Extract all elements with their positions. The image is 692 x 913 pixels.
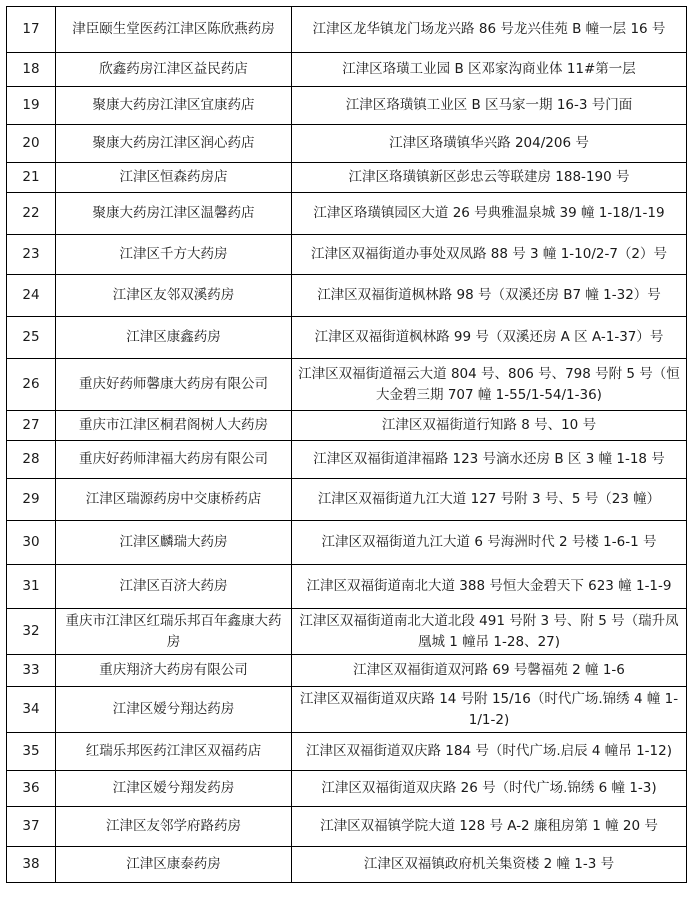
- table-row: [7, 7, 687, 53]
- row-number: 18: [7, 53, 56, 87]
- pharmacy-address: 江津区双福街道津福路 123 号滴水还房 B 区 3 幢 1-18 号: [292, 441, 687, 479]
- pharmacy-name: 津臣颐生堂医药江津区陈欣燕药房: [56, 7, 292, 53]
- row-number: 20: [7, 125, 56, 163]
- row-number: 23: [7, 235, 56, 275]
- pharmacy-address: 江津区双福镇政府机关集资楼 2 幢 1-3 号: [292, 847, 687, 883]
- table-row: [7, 235, 687, 275]
- pharmacy-name: 聚康大药房江津区温馨药店: [56, 193, 292, 235]
- row-number: 26: [7, 359, 56, 411]
- pharmacy-name: 聚康大药房江津区宜康药店: [56, 87, 292, 125]
- pharmacy-name: 江津区麟瑞大药房: [56, 521, 292, 565]
- pharmacy-name: 重庆翔济大药房有限公司: [56, 655, 292, 687]
- row-number: 34: [7, 687, 56, 733]
- row-number: 27: [7, 411, 56, 441]
- row-number: 37: [7, 807, 56, 847]
- row-number: 32: [7, 609, 56, 655]
- table-row: [7, 479, 687, 521]
- row-number: 33: [7, 655, 56, 687]
- pharmacy-address: 江津区双福街道办事处双凤路 88 号 3 幢 1-10/2-7（2）号: [292, 235, 687, 275]
- pharmacy-name: 江津区友邻学府路药房: [56, 807, 292, 847]
- table-row: [7, 771, 687, 807]
- table-row: [7, 163, 687, 193]
- pharmacy-name: 江津区友邻双溪药房: [56, 275, 292, 317]
- table-row: [7, 565, 687, 609]
- pharmacy-name: 重庆好药师馨康大药房有限公司: [56, 359, 292, 411]
- row-number: 38: [7, 847, 56, 883]
- table-row: [7, 441, 687, 479]
- pharmacy-address: 江津区双福镇学院大道 128 号 A-2 廉租房第 1 幢 20 号: [292, 807, 687, 847]
- row-number: 17: [7, 7, 56, 53]
- pharmacy-name: 重庆好药师津福大药房有限公司: [56, 441, 292, 479]
- pharmacy-address: 江津区珞璜镇新区彭忠云等联建房 188-190 号: [292, 163, 687, 193]
- pharmacy-address: 江津区双福街道双庆路 14 号附 15/16（时代广场.锦绣 4 幢 1-1/1-2): [292, 687, 687, 733]
- table-row: [7, 847, 687, 883]
- pharmacy-name: 江津区康鑫药房: [56, 317, 292, 359]
- table-row: [7, 125, 687, 163]
- pharmacy-address: 江津区双福街道行知路 8 号、10 号: [292, 411, 687, 441]
- pharmacy-address: 江津区珞璜镇华兴路 204/206 号: [292, 125, 687, 163]
- pharmacy-name: 江津区百济大药房: [56, 565, 292, 609]
- pharmacy-address: 江津区双福街道双庆路 184 号（时代广场.启辰 4 幢吊 1-12): [292, 733, 687, 771]
- table-row: [7, 275, 687, 317]
- pharmacy-name: 江津区恒森药房店: [56, 163, 292, 193]
- pharmacy-name: 江津区嫒兮翔发药房: [56, 771, 292, 807]
- pharmacy-name: 江津区康泰药房: [56, 847, 292, 883]
- row-number: 30: [7, 521, 56, 565]
- pharmacy-name: 红瑞乐邦医药江津区双福药店: [56, 733, 292, 771]
- table-row: [7, 359, 687, 411]
- pharmacy-name: 重庆市江津区红瑞乐邦百年鑫康大药房: [56, 609, 292, 655]
- table-row: [7, 521, 687, 565]
- table-row: [7, 193, 687, 235]
- row-number: 19: [7, 87, 56, 125]
- pharmacy-address: 江津区珞璜工业园 B 区邓家沟商业体 11#第一层: [292, 53, 687, 87]
- pharmacy-name: 江津区千方大药房: [56, 235, 292, 275]
- table-row: [7, 317, 687, 359]
- table-row: [7, 687, 687, 733]
- row-number: 25: [7, 317, 56, 359]
- pharmacy-address: 江津区龙华镇龙门场龙兴路 86 号龙兴佳苑 B 幢一层 16 号: [292, 7, 687, 53]
- row-number: 36: [7, 771, 56, 807]
- pharmacy-name: 聚康大药房江津区润心药店: [56, 125, 292, 163]
- table-row: [7, 609, 687, 655]
- pharmacy-address: 江津区双福街道枫林路 99 号（双溪还房 A 区 A-1-37）号: [292, 317, 687, 359]
- pharmacy-address: 江津区双福街道双河路 69 号馨福苑 2 幢 1-6: [292, 655, 687, 687]
- table-row: [7, 655, 687, 687]
- pharmacy-table-body: [7, 7, 687, 883]
- pharmacy-address: 江津区双福街道南北大道北段 491 号附 3 号、附 5 号（瑞升凤凰城 1 幢吊 1-28、27): [292, 609, 687, 655]
- pharmacy-address: 江津区双福街道双庆路 26 号（时代广场.锦绣 6 幢 1-3): [292, 771, 687, 807]
- row-number: 21: [7, 163, 56, 193]
- pharmacy-address: 江津区双福街道九江大道 127 号附 3 号、5 号（23 幢）: [292, 479, 687, 521]
- pharmacy-table: [6, 6, 687, 883]
- table-row: [7, 53, 687, 87]
- table-row: [7, 411, 687, 441]
- pharmacy-name: 重庆市江津区桐君阁树人大药房: [56, 411, 292, 441]
- pharmacy-name: 欣鑫药房江津区益民药店: [56, 53, 292, 87]
- pharmacy-address: 江津区珞璜镇园区大道 26 号典雅温泉城 39 幢 1-18/1-19: [292, 193, 687, 235]
- pharmacy-name: 江津区嫒兮翔达药房: [56, 687, 292, 733]
- row-number: 31: [7, 565, 56, 609]
- pharmacy-address: 江津区双福街道枫林路 98 号（双溪还房 B7 幢 1-32）号: [292, 275, 687, 317]
- pharmacy-address: 江津区双福街道九江大道 6 号海洲时代 2 号楼 1-6-1 号: [292, 521, 687, 565]
- pharmacy-address: 江津区珞璜镇工业区 B 区马家一期 16-3 号门面: [292, 87, 687, 125]
- row-number: 28: [7, 441, 56, 479]
- table-row: [7, 733, 687, 771]
- row-number: 24: [7, 275, 56, 317]
- pharmacy-name: 江津区瑞源药房中交康桥药店: [56, 479, 292, 521]
- row-number: 29: [7, 479, 56, 521]
- pharmacy-address: 江津区双福街道南北大道 388 号恒大金碧天下 623 幢 1-1-9: [292, 565, 687, 609]
- row-number: 35: [7, 733, 56, 771]
- table-row: [7, 87, 687, 125]
- row-number: 22: [7, 193, 56, 235]
- pharmacy-address: 江津区双福街道福云大道 804 号、806 号、798 号附 5 号（恒大金碧三期 707 幢 1-55/1-54/1-36): [292, 359, 687, 411]
- table-row: [7, 807, 687, 847]
